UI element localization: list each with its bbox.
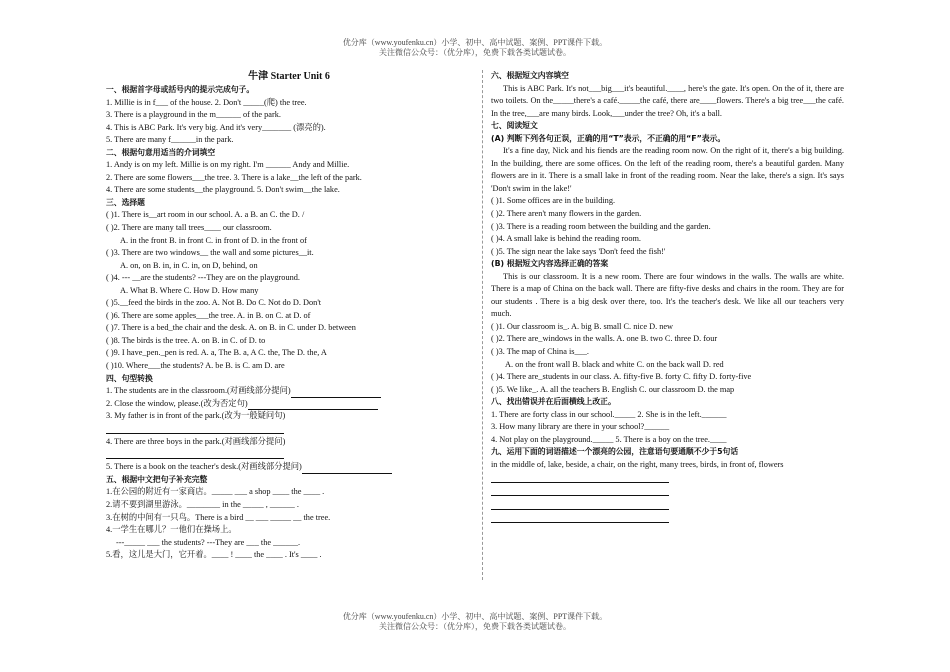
answer-line[interactable]: [106, 448, 284, 459]
s9-word-list: in the middle of, lake, beside, a chair, on the right, many trees, birds, in front of, flowers: [491, 459, 784, 469]
s1-item-4: 4. This is ABC Park. It's very big. And it's very_______ (漂亮的).: [106, 122, 326, 132]
header-line-1: 优分库（www.youfenku.cn）小学、初中、高中试题、案例、PPT课件下载。: [342, 38, 608, 47]
s3-q7: ( )7. There is a bed_the chair and the desk. A. on B. in C. under D. between: [106, 323, 356, 333]
section-8-heading: 八、找出错误并在后面横线上改正。: [491, 397, 616, 407]
s4-item-1: [106, 385, 472, 398]
writing-line[interactable]: [491, 472, 669, 483]
s4-item-5-text: 5. There is a book on the teacher's desk.(对画线部分提问): [106, 462, 302, 472]
s4-item-4: 4. There are three boys in the park.(对画线部分提问): [106, 436, 286, 446]
s2-item-2: 2. There are some flowers___the tree. 3. There is a lake__the left of the park.: [106, 172, 362, 182]
s7a-q4: ( )4. A small lake is behind the reading room.: [491, 234, 642, 244]
s3-q10: ( )10. Where___the students? A. be B. is C. am D. are: [106, 361, 285, 371]
s7a-q2: ( )2. There aren't many flowers in the garden.: [491, 209, 642, 219]
section-4-heading: 四、句型转换: [106, 373, 153, 383]
s7a-q3: ( )3. There is a reading room between the building and the garden.: [491, 221, 711, 231]
s3-q5: ( )5.__feed the birds in the zoo. A. Not B. Do C. Not do D. Don't: [106, 298, 322, 308]
s1-item-5: 5. There are many f______in the park.: [106, 135, 234, 145]
s5-item-5: 5.看，这儿是大门，它开着。____ ! ____ the ____ . It's ____ .: [106, 550, 322, 560]
s3-q6: ( )6. There are some apples___the tree. A. in B. on C. at D. of: [106, 310, 311, 320]
s3-q8: ( )8. The birds is the tree. A. on B. in C. of D. to: [106, 335, 266, 345]
s7b-q5: ( )5. We like_. A. all the teachers B. English C. our classroom D. the map: [491, 384, 735, 394]
answer-line[interactable]: [106, 423, 284, 434]
s7b-passage: This is our classroom. It is a new room. There are four windows in the walls. The walls are white. There is a map of China on the back wall. There are fifty-five desks and chairs in the room. They are for our students . There is a big desk over there, too. It's the teacher's desk. We like all our teachers very much.: [491, 271, 844, 319]
s7a-passage: It's a fine day, Nick and his fiends are the reading room now. On the right of it, there's a big building. In the building, there are some offices. On the left of the reading room, there's a beautiful garden. Many flowers are in it. There is a small lake in front of the reading room. Near the lake, there's a sign. It's says 'Don't swim in the lake!': [491, 146, 844, 193]
s3-q1: ( )1. There is__art room in our school. A. a B. an C. the D. /: [106, 210, 305, 220]
s5-item-4-answer: ---_____ ___ the students? ---They are ___ the ______.: [116, 537, 301, 547]
s3-q2-options: A. in the front B. in front C. in front of D. in the front of: [120, 235, 307, 245]
section-3-heading: 三、选择题: [106, 197, 145, 207]
footer-line-2: 关注微信公众号：（优分库），免费下载各类试题试卷。: [379, 622, 571, 631]
writing-line[interactable]: [491, 485, 669, 496]
s7a-q1: ( )1. Some offices are in the building.: [491, 196, 616, 206]
s3-q4: ( )4. --- __are the students? ---They are on the playground.: [106, 273, 300, 283]
s5-item-1: 1.在公园的附近有一家商店。_____ ___ a shop ____ the ____ .: [106, 487, 325, 497]
s7b-q3-options: A. on the front wall B. black and white C. on the back wall D. red: [505, 359, 724, 369]
s2-item-1: 1. Andy is on my left. Millie is on my right. I'm ______ Andy and Millie.: [106, 160, 350, 170]
s3-q3: ( )3. There are two windows__ the wall and some pictures__it.: [106, 248, 314, 258]
s5-item-2: 2.请不要到湖里游泳。________ in the _____ , ______ .: [106, 499, 299, 509]
section-5-heading: 五、根据中文把句子补充完整: [106, 474, 208, 484]
s4-item-5: [106, 461, 472, 474]
column-divider: [482, 70, 483, 580]
s8-item-3: 3. How many library are there in your school?______: [491, 422, 670, 432]
s8-item-1: 1. There are forty class in our school._____ 2. She is in the left.______: [491, 409, 727, 419]
s2-item-4: 4. There are some students__the playground. 5. Don't swim__the lake.: [106, 185, 340, 195]
s7a-q5: ( )5. The sign near the lake says 'Don't feed the fish!': [491, 246, 666, 256]
s3-q3-options: A. on, on B. in, in C. in, on D, behind, on: [120, 260, 258, 270]
worksheet-title: 牛津 Starter Unit 6: [248, 71, 330, 82]
s4-item-2: [106, 398, 472, 411]
s4-item-1-text: 1. The students are in the classroom.(对画线部分提问): [106, 386, 291, 396]
s7b-q1: ( )1. Our classroom is_. A. big B. small C. nice D. new: [491, 321, 674, 331]
section-7b-heading: (B) 根据短文内容选择正确的答案: [491, 259, 609, 269]
right-column: [491, 70, 844, 526]
section-9-heading: 九、运用下面的词语描述一个漂亮的公园，注意语句要通顺不少于5句话: [491, 447, 739, 457]
answer-blank[interactable]: [302, 464, 392, 474]
page-footer: [0, 612, 950, 632]
left-column: [106, 70, 472, 562]
s3-q9: ( )9. I have_pen._pen is red. A. a, The B. a, A C. the, The D. the, A: [106, 348, 327, 358]
s7b-q2: ( )2. There are_windows in the walls. A. one B. two C. three D. four: [491, 334, 718, 344]
s4-item-2-text: 2. Close the window, please.(改为否定句): [106, 398, 248, 408]
s3-q4-options: A. What B. Where C. How D. How many: [120, 285, 259, 295]
s7b-q4: ( )4. There are_students in our class. A. fifty-five B. forty C. fifty D. forty-five: [491, 372, 752, 382]
section-7-heading: 七、阅读短文: [491, 121, 538, 131]
writing-line[interactable]: [491, 499, 669, 510]
s1-item-3: 3. There is a playground in the m______ of the park.: [106, 110, 281, 120]
answer-blank[interactable]: [291, 388, 381, 398]
page-header: [0, 38, 950, 58]
section-1-heading: 一、根据首字母或括号内的提示完成句子。: [106, 85, 255, 94]
section-2-heading: 二、根据句意用适当的介词填空: [106, 147, 216, 157]
s5-item-3: 3.在树的中间有一只鸟。There is a bird __ ___ _____ __ the tree.: [106, 512, 331, 522]
s7b-q3: ( )3. The map of China is___.: [491, 347, 590, 357]
section-7a-heading: (A) 判断下列各句正误，正确的用“T”表示，不正确的用“F”表示。: [491, 133, 726, 143]
s3-q2: ( )2. There are many tall trees____ our classroom.: [106, 223, 272, 233]
writing-line[interactable]: [491, 512, 669, 523]
section-6-heading: 六、根据短文内容填空: [491, 71, 569, 80]
s8-item-4: 4. Not play on the playground._____ 5. There is a boy on the tree.____: [491, 434, 727, 444]
s6-passage: This is ABC Park. It's not___big___it's beautiful.____, here's the gate. It's open. On the of it, there are two toilets. On the_____there's a café._____the café, there are____flowers. There's a big tree___the café. In the tree,___are many birds. Look,___under the tree? Oh, it's a ball.: [491, 83, 844, 118]
footer-line-1: 优分库（www.youfenku.cn）小学、初中、高中试题、案例、PPT课件下载。: [342, 612, 608, 621]
s1-item-1: 1. Millie is in f___ of the house. 2. Don't _____(爬) the tree.: [106, 97, 307, 107]
s4-item-3: 3. My father is in front of the park.(改为一般疑问句): [106, 411, 286, 421]
header-line-2: 关注微信公众号：（优分库），免费下载各类试题试卷。: [379, 48, 571, 57]
s5-item-4: 4.一学生在哪儿？一他们在操场上。: [106, 525, 237, 535]
answer-blank[interactable]: [248, 400, 378, 410]
